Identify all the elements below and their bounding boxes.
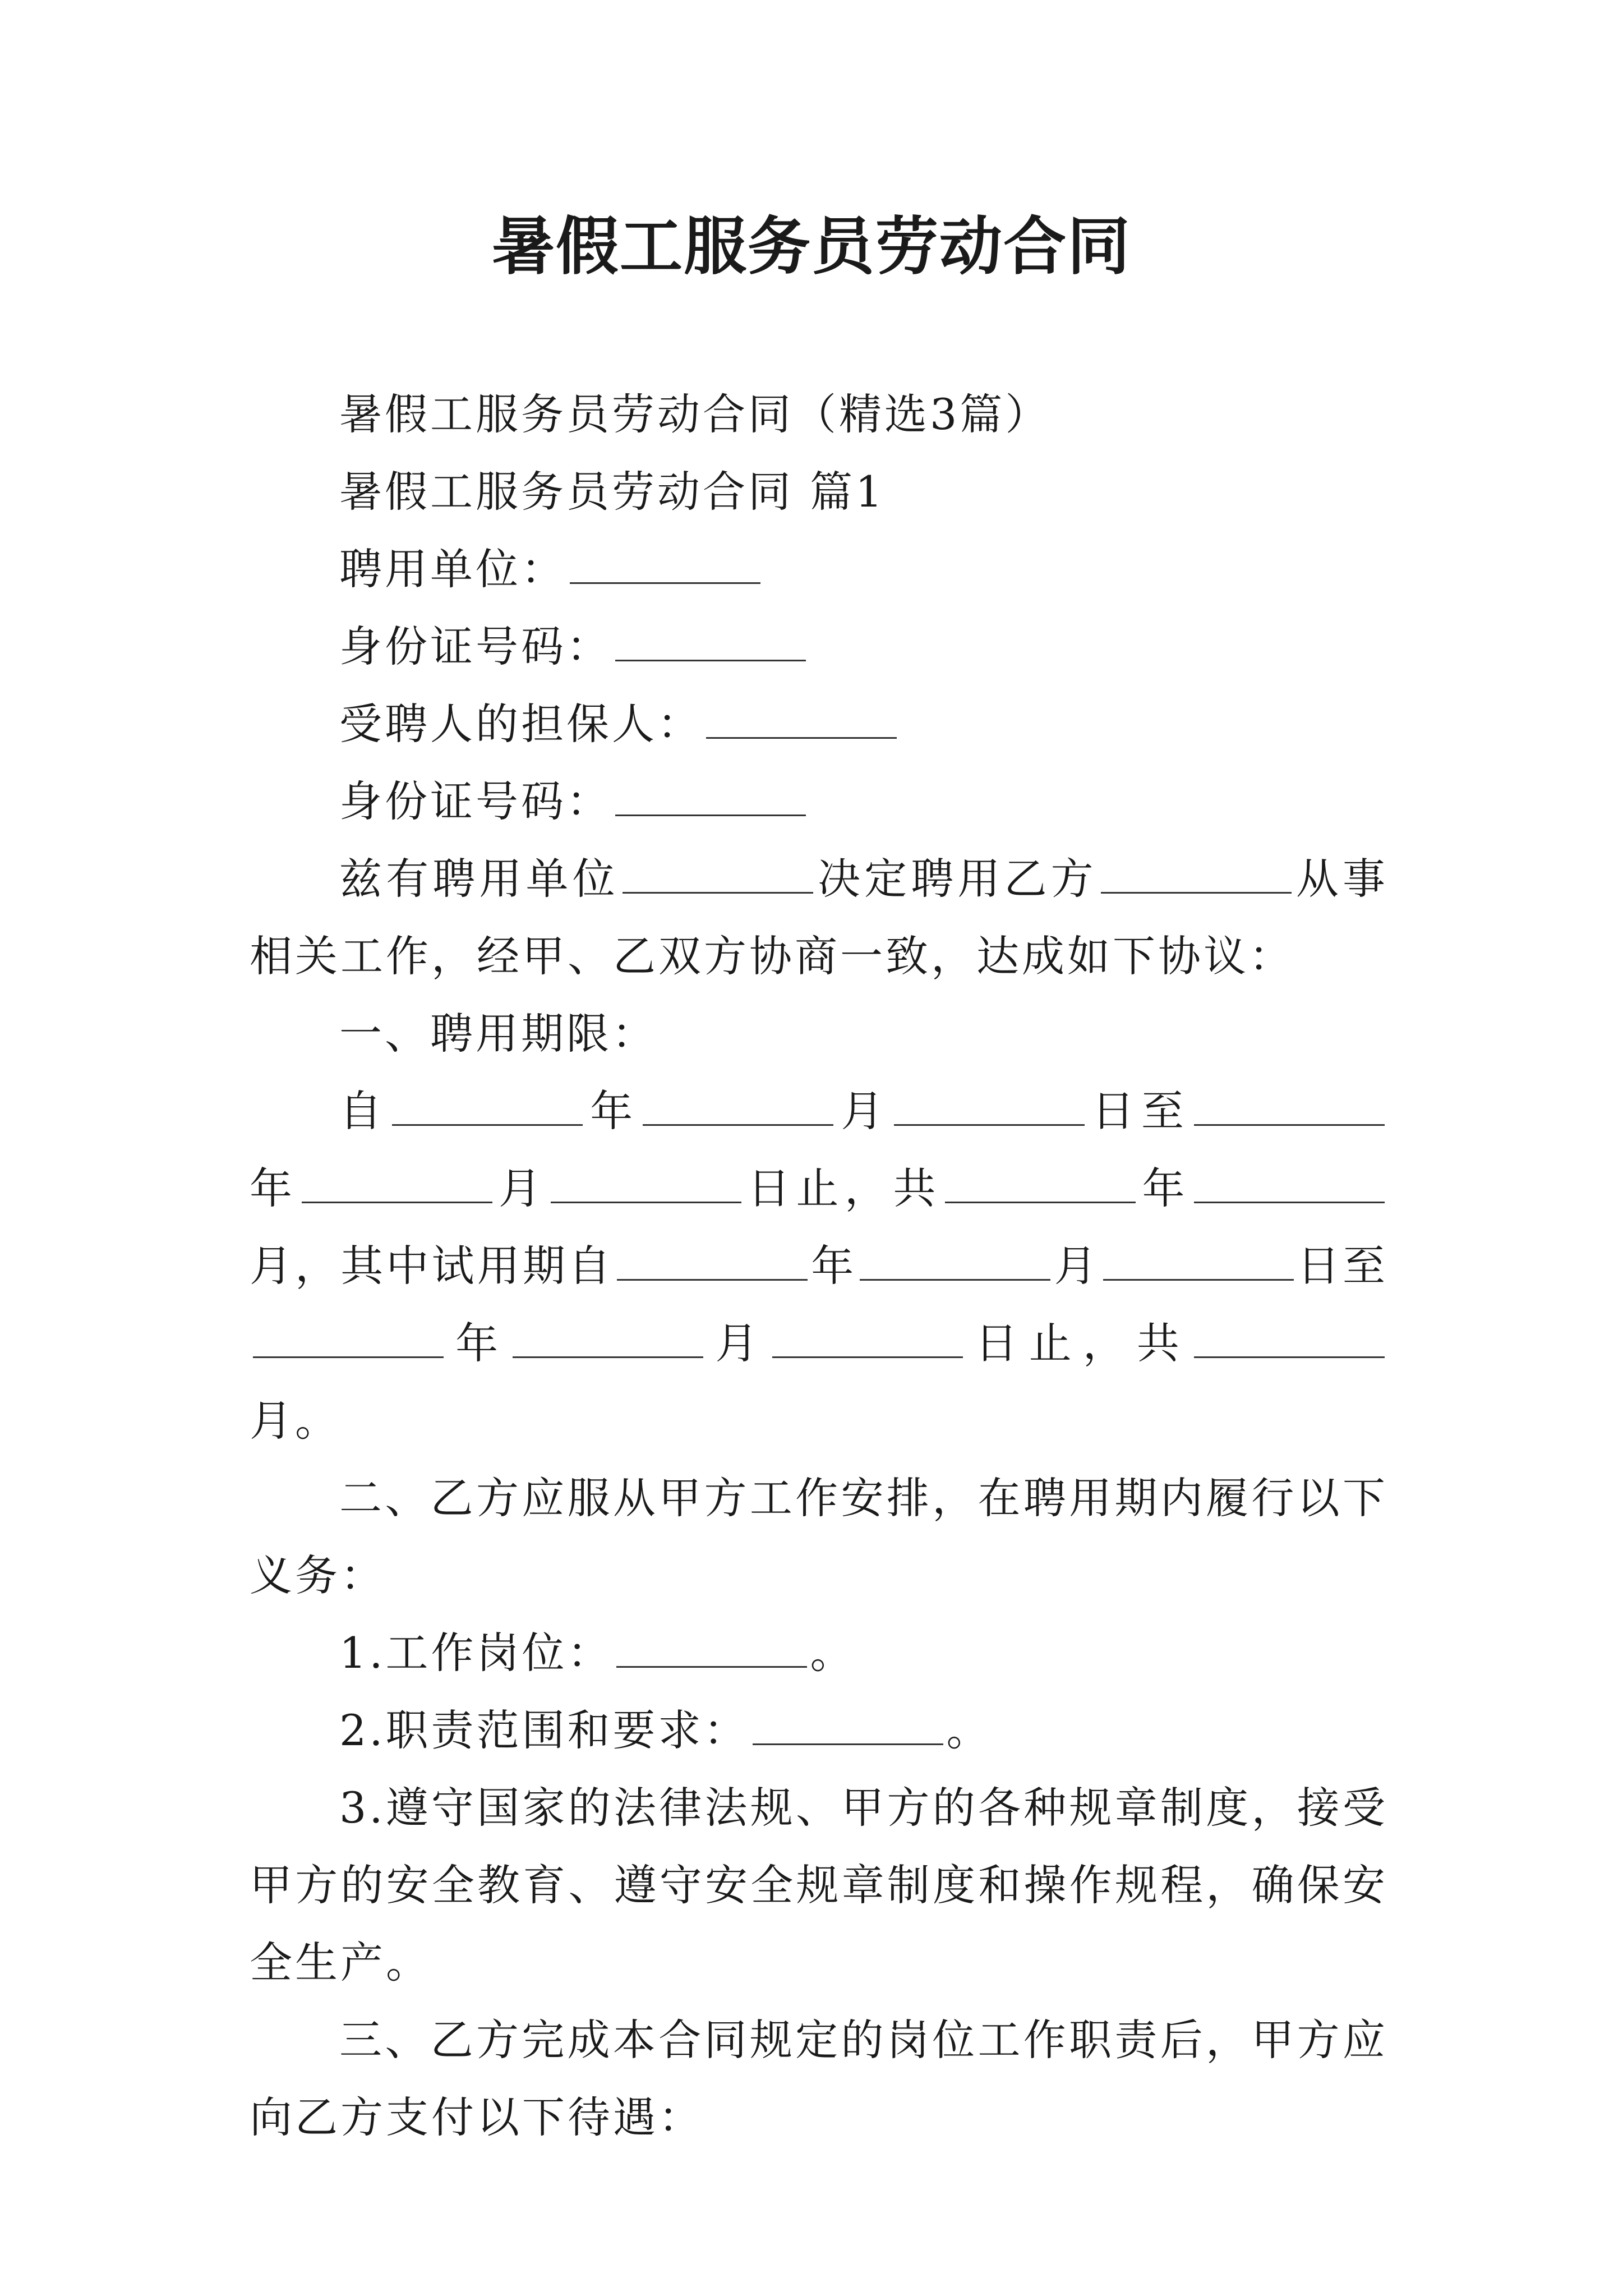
- job-position-blank: [616, 1629, 807, 1668]
- clause-2-heading: 二、乙方应服从甲方工作安排，在聘用期内履行以下义务：: [250, 1473, 1388, 1600]
- id-number-label-1: 身份证号码：: [339, 622, 612, 671]
- term-start-year-blank: [392, 1087, 583, 1126]
- intro-blank-employer: [623, 855, 813, 894]
- clause-2-item-3: 3.遵守国家的法律法规、甲方的各种规章制度，接受甲方的安全教育、遵守安全规章制度和操作规程，确保安全生产。: [250, 1783, 1388, 1987]
- probation-end-year-blank: [253, 1319, 444, 1358]
- term-start-month-blank: [643, 1087, 833, 1126]
- intro-text-3: 从事相关工作，经甲、乙双方协商一致，达成如下协议：: [250, 854, 1389, 981]
- probation-year-label-1: 年: [811, 1241, 857, 1291]
- probation-month-period-label: 月。: [250, 1396, 340, 1446]
- term-from-label: 自: [339, 1086, 389, 1136]
- term-end-day-blank: [551, 1165, 741, 1203]
- clause-2-item-2: [250, 1692, 1388, 1769]
- probation-day-to-label: 日至: [1297, 1241, 1389, 1291]
- id-number-field-1: [250, 608, 1388, 685]
- employer-blank: [570, 545, 760, 584]
- probation-day-end-label: 日止，共: [966, 1318, 1191, 1368]
- probation-total-month-blank: [1194, 1319, 1385, 1358]
- employer-label: 聘用单位：: [339, 544, 566, 594]
- probation-start-year-blank: [617, 1242, 808, 1281]
- duties-blank: [753, 1706, 943, 1745]
- job-position-label: 1.工作岗位：: [339, 1628, 613, 1678]
- probation-month-label-1: 月: [1054, 1241, 1100, 1291]
- term-year-label-1: 年: [586, 1086, 640, 1136]
- employer-field: [250, 531, 1388, 608]
- probation-end-month-blank: [513, 1319, 703, 1358]
- probation-year-label-2: 年: [447, 1318, 510, 1368]
- term-year-label-2: 年: [250, 1163, 298, 1213]
- id-number-blank-1: [615, 623, 806, 661]
- id-number-blank-2: [615, 777, 806, 816]
- intro-text-1: 兹有聘用单位: [339, 854, 619, 904]
- probation-month-label-2: 月: [707, 1318, 769, 1368]
- section-heading: 暑假工服务员劳动合同 篇1: [339, 467, 886, 517]
- probation-start-month-blank: [860, 1242, 1050, 1281]
- guarantor-field: [250, 685, 1388, 763]
- probation-start-day-blank: [1103, 1242, 1294, 1281]
- term-end-month-blank: [302, 1165, 492, 1203]
- guarantor-blank: [706, 700, 897, 739]
- guarantor-label: 受聘人的担保人：: [339, 699, 703, 749]
- term-day-to-label: 日至: [1087, 1086, 1191, 1136]
- document-body: [250, 376, 1388, 2156]
- duties-label: 2.职责范围和要求：: [339, 1705, 749, 1755]
- term-total-month-blank: [1194, 1165, 1385, 1203]
- item-1-period: 。: [810, 1628, 856, 1678]
- subtitle: 暑假工服务员劳动合同（精选3篇）: [339, 389, 1051, 439]
- document-title: 暑假工服务员劳动合同: [492, 210, 1131, 283]
- intro-text-2: 决定聘用乙方: [816, 854, 1098, 904]
- term-month-comma-label: 月，: [250, 1241, 341, 1291]
- term-start-day-blank: [894, 1087, 1085, 1126]
- clause-1-term: [250, 1073, 1388, 1460]
- id-number-label-2: 身份证号码：: [339, 776, 612, 826]
- intro-paragraph: [250, 840, 1388, 995]
- term-end-year-blank: [1194, 1087, 1385, 1126]
- probation-from-label: 其中试用期自: [340, 1241, 614, 1291]
- term-year-label-3: 年: [1139, 1163, 1191, 1213]
- term-total-year-blank: [945, 1165, 1136, 1203]
- intro-blank-employee: [1101, 855, 1292, 894]
- term-month-label-1: 月: [837, 1086, 891, 1136]
- probation-end-day-blank: [772, 1319, 963, 1358]
- item-2-period: 。: [946, 1705, 992, 1755]
- term-day-end-label: 日止，共: [744, 1163, 942, 1213]
- clause-2-item-1: [250, 1614, 1388, 1692]
- clause-1-heading: 一、聘用期限：: [339, 1009, 657, 1059]
- id-number-field-2: [250, 763, 1388, 840]
- term-month-label-2: 月: [495, 1163, 547, 1213]
- clause-3-heading: 三、乙方完成本合同规定的岗位工作职责后，甲方应向乙方支付以下待遇：: [250, 2015, 1388, 2142]
